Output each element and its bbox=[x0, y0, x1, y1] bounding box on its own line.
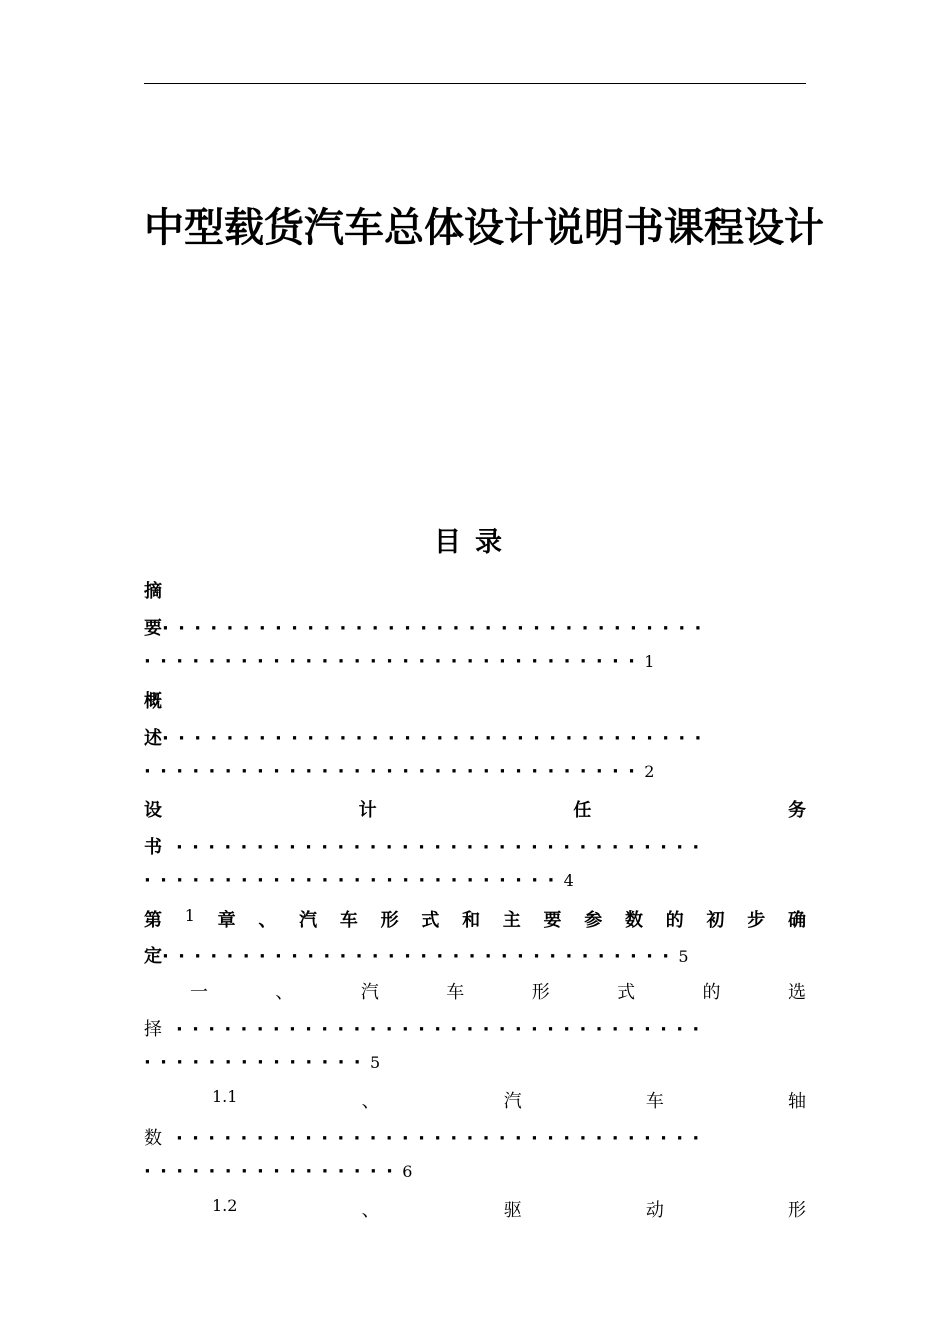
toc-leader-dots: ·············· bbox=[144, 1052, 370, 1073]
toc-task-page: 4 bbox=[563, 871, 574, 890]
toc-chapter1-char: 初 bbox=[706, 910, 725, 931]
toc-leader-dots: ································· bbox=[176, 1128, 709, 1149]
toc-task-char: 任 bbox=[573, 800, 592, 821]
toc-chapter1-char: 式 bbox=[421, 910, 440, 931]
toc-section1-2-line1[interactable] bbox=[144, 1196, 806, 1222]
toc-chapter1-char: 、 bbox=[258, 910, 277, 931]
toc-chapter1-char: 汽 bbox=[299, 910, 318, 931]
toc-overview-line1 bbox=[144, 687, 806, 713]
toc-chapter1-char: 形 bbox=[380, 910, 399, 931]
toc-section1-line2 bbox=[144, 1015, 806, 1041]
toc-task-line1[interactable] bbox=[144, 796, 806, 822]
toc-overview-line3 bbox=[144, 761, 806, 787]
toc-section1-char: 汽 bbox=[360, 982, 379, 1003]
toc-section1-page: 5 bbox=[369, 1053, 381, 1072]
toc-chapter1-line1[interactable] bbox=[144, 906, 806, 932]
toc-chapter1-char: 车 bbox=[339, 910, 358, 931]
toc-section1-2-char: 、 bbox=[361, 1200, 380, 1221]
toc-section1-2-char: 形 bbox=[787, 1200, 806, 1221]
toc-chapter1-char: 章 bbox=[217, 910, 236, 931]
toc-leader-dots: ································· bbox=[176, 1019, 709, 1040]
toc-abstract-line1 bbox=[144, 577, 806, 603]
toc-section1-2-char: 1.2 bbox=[212, 1196, 238, 1215]
toc-task-char: 务 bbox=[787, 800, 806, 821]
toc-section1-1-line1[interactable] bbox=[144, 1087, 806, 1113]
toc-section1-label-end: 择 bbox=[144, 1019, 162, 1040]
toc-overview-page: 2 bbox=[644, 762, 655, 781]
toc-section1-2-char: 驱 bbox=[503, 1200, 522, 1221]
toc-section1-1-char: 1.1 bbox=[212, 1087, 238, 1106]
toc-abstract-page: 1 bbox=[644, 652, 655, 671]
toc-chapter1-char: 和 bbox=[462, 910, 481, 931]
toc-leader-dots: ·························· bbox=[144, 870, 564, 891]
toc-abstract-label2: 要 bbox=[144, 618, 162, 639]
toc-heading: 目录 bbox=[434, 527, 516, 558]
toc-chapter1-char: 1 bbox=[184, 906, 195, 925]
toc-section1-char: 选 bbox=[787, 982, 806, 1003]
toc-abstract-line3 bbox=[144, 651, 806, 677]
toc-chapter1-char: 主 bbox=[502, 910, 521, 931]
toc-section1-char: 式 bbox=[617, 982, 636, 1003]
toc-leader-dots: ······························· bbox=[144, 651, 645, 672]
toc-chapter1-char: 参 bbox=[584, 910, 603, 931]
toc-chapter1-page: 5 bbox=[678, 947, 689, 966]
toc-chapter1-char: 步 bbox=[747, 910, 766, 931]
toc-chapter1-char: 数 bbox=[625, 910, 643, 931]
toc-section1-char: 车 bbox=[446, 982, 465, 1003]
toc-overview-label2: 述 bbox=[144, 728, 162, 749]
toc-section1-1-char: 车 bbox=[645, 1091, 664, 1112]
header-rule bbox=[144, 83, 806, 84]
toc-overview-label1: 概 bbox=[144, 691, 162, 712]
toc-leader-dots: ·································· bbox=[162, 728, 711, 749]
toc-leader-dots: ······························· bbox=[144, 761, 645, 782]
toc-section1-char: 的 bbox=[702, 982, 721, 1003]
toc-task-label-end: 书 bbox=[144, 837, 162, 858]
toc-overview-line2[interactable] bbox=[144, 724, 806, 750]
toc-task-line3 bbox=[144, 870, 806, 896]
toc-section1-1-page: 6 bbox=[402, 1162, 413, 1181]
toc-task-line2 bbox=[144, 833, 806, 859]
toc-section1-1-char: 汽 bbox=[503, 1091, 522, 1112]
document-title: 中型载货汽车总体设计说明书课程设计 bbox=[144, 205, 824, 251]
toc-section1-1-line2 bbox=[144, 1124, 806, 1150]
toc-task-char: 计 bbox=[358, 800, 377, 821]
toc-section1-char: 、 bbox=[275, 982, 294, 1003]
toc-section1-line1[interactable] bbox=[144, 978, 806, 1004]
toc-chapter1-line2 bbox=[144, 942, 806, 968]
toc-section1-1-line3 bbox=[144, 1161, 806, 1187]
toc-abstract-label1: 摘 bbox=[144, 581, 162, 602]
toc-section1-1-char: 、 bbox=[361, 1091, 380, 1112]
toc-leader-dots: ·································· bbox=[162, 618, 711, 639]
toc-section1-char: 一 bbox=[190, 982, 208, 1003]
toc-section1-char: 形 bbox=[531, 982, 550, 1003]
toc-abstract-line2[interactable] bbox=[144, 614, 806, 640]
toc-chapter1-char: 要 bbox=[543, 910, 562, 931]
toc-leader-dots: ································ bbox=[162, 946, 679, 967]
toc-chapter1-label-end: 定 bbox=[144, 946, 162, 967]
toc-task-char: 设 bbox=[144, 800, 162, 821]
toc-chapter1-char: 的 bbox=[665, 910, 684, 931]
toc-section1-1-char: 轴 bbox=[787, 1091, 806, 1112]
toc-leader-dots: ································· bbox=[176, 837, 709, 858]
toc-leader-dots: ················ bbox=[144, 1161, 403, 1182]
toc-chapter1-char: 确 bbox=[787, 910, 806, 931]
toc-section1-1-label-end: 数 bbox=[144, 1128, 162, 1149]
toc-section1-line3 bbox=[144, 1052, 806, 1078]
toc-chapter1-char: 第 bbox=[144, 910, 162, 931]
toc-section1-2-char: 动 bbox=[645, 1200, 664, 1221]
